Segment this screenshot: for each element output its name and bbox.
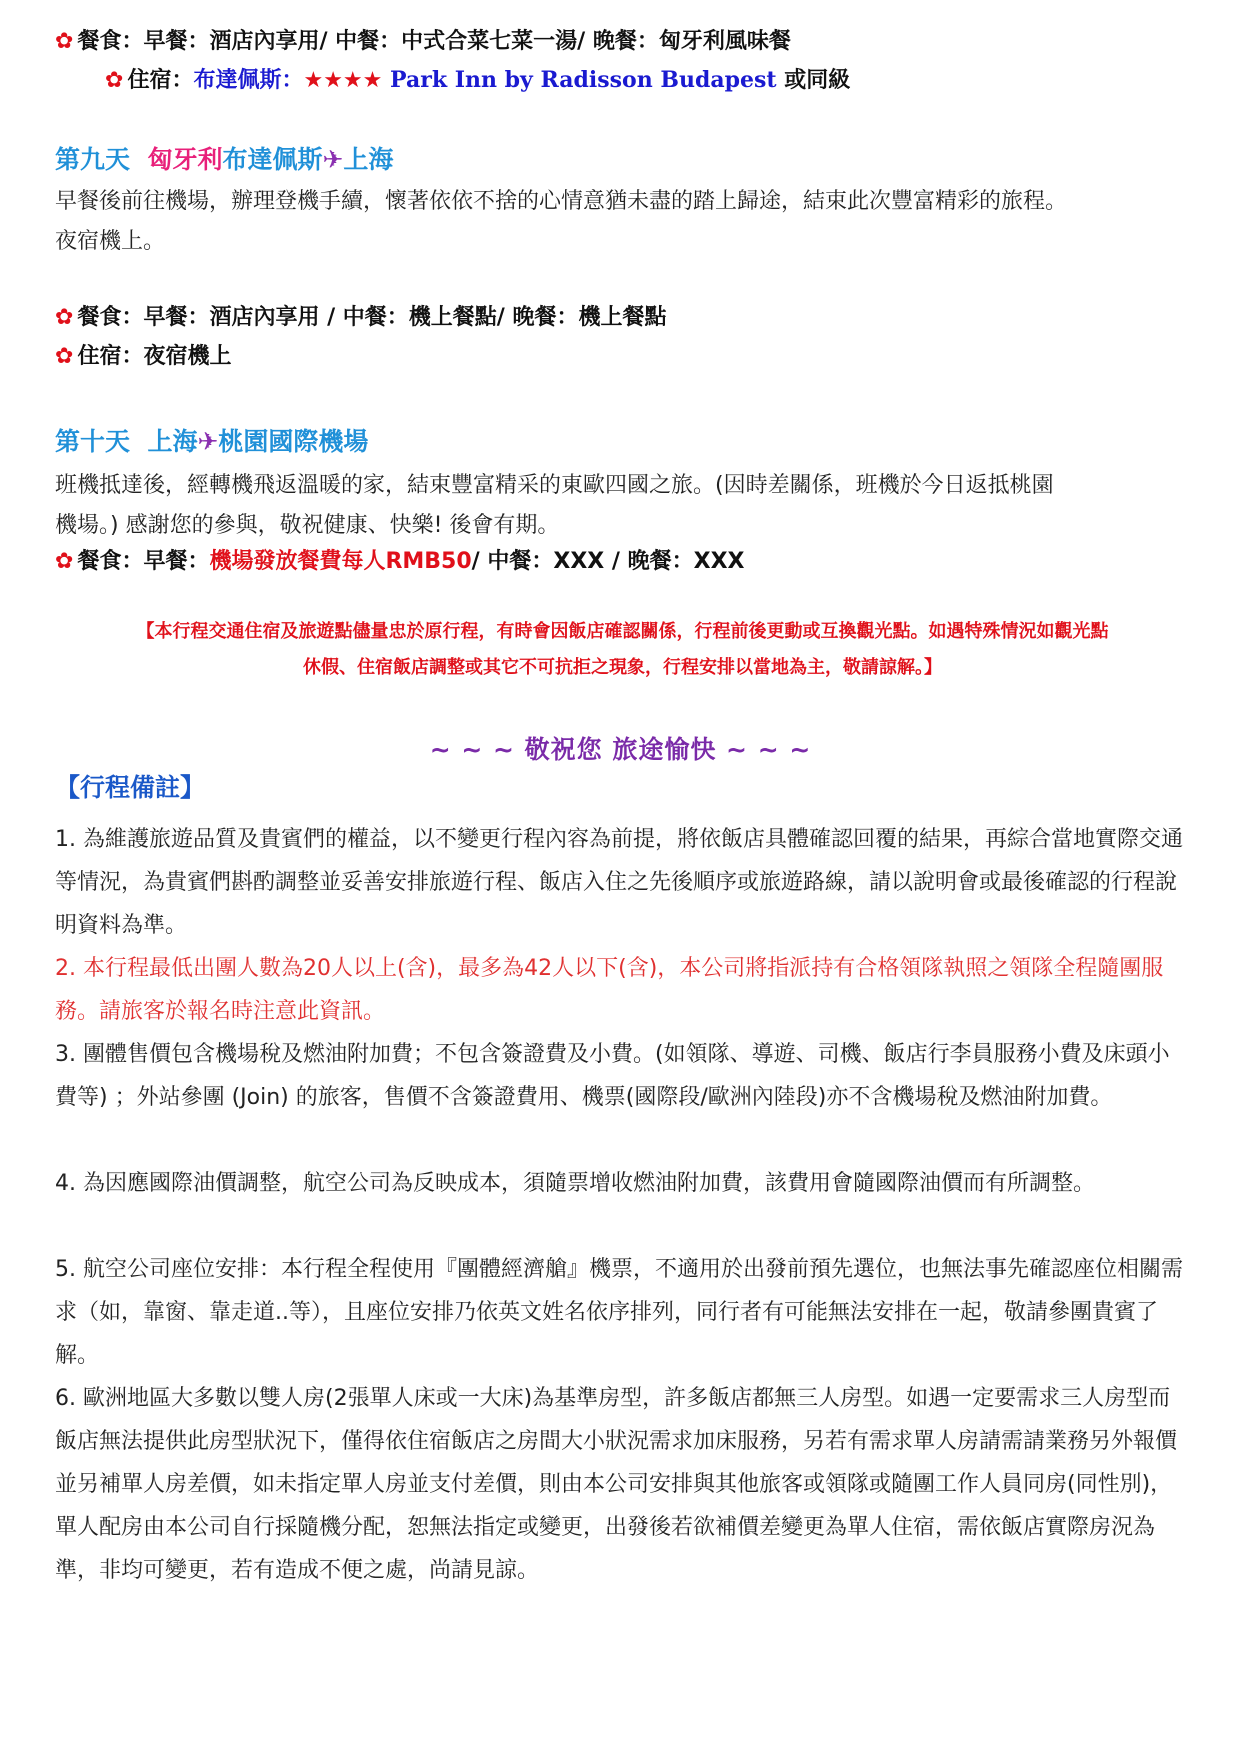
day8-stay-row: [105, 64, 850, 97]
day8-hotel-name: Park Inn by Radisson Budapest: [382, 67, 777, 93]
remarks-title: 【行程備註】: [55, 773, 206, 802]
day10-meal-prefix: 餐食：早餐：: [77, 549, 210, 574]
day9-title: [55, 142, 393, 178]
day8-stay-label: 住宿：: [127, 68, 194, 93]
day10-title-prefix: 第十天: [55, 427, 131, 456]
plane-icon: ✈: [197, 427, 219, 456]
remark-item-2: 2. 本行程最低出團人數為20人以上(含)，最多為42人以下(含)，本公司將指派持有合格領隊執照之領隊全程隨團服務。請旅客於報名時注意此資訊。: [55, 956, 1164, 1024]
day9-title-country: 匈牙利: [147, 145, 223, 174]
day10-meal-suffix: / 中餐：XXX / 晚餐：XXX: [471, 549, 745, 574]
day9-desc-line2: 夜宿機上。: [55, 229, 166, 254]
flower-icon: ✿: [55, 29, 74, 54]
day10-desc-line2: 機場。) 感謝您的參與，敬祝健康、快樂! 後會有期。: [55, 513, 560, 538]
day8-meal-row: [55, 26, 791, 58]
flower-icon: ✿: [55, 305, 74, 330]
day8-meal-text: 餐食：早餐：酒店內享用/ 中餐：中式合菜七菜一湯/ 晚餐：匈牙利風味餐: [77, 29, 791, 54]
day10-title-dest: 桃園國際機場: [218, 427, 369, 456]
remark-item-1: 1. 為維護旅遊品質及貴賓們的權益，以不變更行程內容為前提，將依飯店具體確認回覆的結果，再綜合當地實際交通等情況，為貴賓們斟酌調整並妥善安排旅遊行程、飯店入住之先後順序或旅遊路線，請以說明會或最後確認的行程說明資料為準。: [55, 827, 1183, 938]
day9-title-dest: 上海: [343, 145, 394, 174]
day9-desc-line1: 早餐後前往機場，辦理登機手續，懷著依依不捨的心情意猶未盡的踏上歸途，結束此次豐富精彩的旅程。: [55, 189, 1068, 214]
remark-item-6: 6. 歐洲地區大多數以雙人房(2張單人床或一大床)為基準房型，許多飯店都無三人房型。如遇一定要需求三人房型而飯店無法提供此房型狀況下，僅得依住宿飯店之房間大小狀況需求加床服務，另若有需求單人房請需請業務另外報價並另補單人房差價，如未指定單人房並支付差價，則由本公司安排與其他旅客或領隊或隨團工作人員同房(同性別)，單人配房由本公司自行採隨機分配，恕無法指定或變更，出發後若欲補價差變更為單人住宿，需依飯店實際房況為準，非均可變更，若有造成不便之處，尚請見諒。: [55, 1386, 1178, 1583]
day9-stay-text: 住宿：夜宿機上: [77, 344, 232, 369]
plane-icon: ✈: [322, 145, 344, 174]
day10-title-origin: 上海: [147, 427, 198, 456]
day10-title: [55, 424, 368, 460]
day9-meal-row: [55, 302, 667, 334]
flower-icon: ✿: [55, 344, 74, 369]
notice-line1: 【本行程交通住宿及旅遊點儘量忠於原行程，有時會因飯店確認關係，行程前後更動或互換觀光點。如遇特殊情況如觀光點: [136, 621, 1109, 642]
flower-icon: ✿: [55, 549, 74, 574]
day10-meal-row: [55, 546, 745, 578]
day10-meal-highlight: 機場發放餐費每人RMB50: [209, 549, 472, 574]
day8-stay-city: 布達佩斯：: [193, 68, 304, 93]
remark-item-4: 4. 為因應國際油價調整，航空公司為反映成本，須隨票增收燃油附加費，該費用會隨國際油價而有所調整。: [55, 1171, 1095, 1196]
hotel-stars: ★★★★: [303, 68, 383, 93]
day9-title-city: 布達佩斯: [222, 145, 323, 174]
day9-meal-text: 餐食：早餐：酒店內享用 / 中餐：機上餐點/ 晚餐：機上餐點: [77, 305, 667, 330]
flower-icon: ✿: [105, 68, 124, 93]
day8-stay-suffix: 或同級: [776, 68, 851, 93]
day10-desc-line1: 班機抵達後，經轉機飛返溫暖的家，結束豐富精采的東歐四國之旅。(因時差關係，班機於今日返抵桃園: [55, 473, 1054, 498]
notice-line2: 休假、住宿飯店調整或其它不可抗拒之現象，行程安排以當地為主，敬請諒解。】: [303, 657, 942, 678]
remark-item-3: 3. 團體售價包含機場稅及燃油附加費；不包含簽證費及小費。(如領隊、導遊、司機、飯店行李員服務小費及床頭小費等) ；外站參團 (Join) 的旅客，售價不含簽證費用、機票(國際段/歐洲內陸段)亦不含機場稅及燃油附加費。: [55, 1042, 1170, 1110]
remark-item-5: 5. 航空公司座位安排：本行程全程使用『團體經濟艙』機票，不適用於出發前預先選位，也無法事先確認座位相關需求（如，靠窗、靠走道..等），且座位安排乃依英文姓名依序排列，同行者有可能無法安排在一起，敬請參團貴賓了解。: [55, 1257, 1183, 1368]
day9-title-prefix: 第九天: [55, 145, 131, 174]
wish-banner: ~ ~ ~ 敬祝您 旅途愉快 ~ ~ ~: [429, 735, 812, 764]
day9-stay-row: [55, 341, 231, 373]
